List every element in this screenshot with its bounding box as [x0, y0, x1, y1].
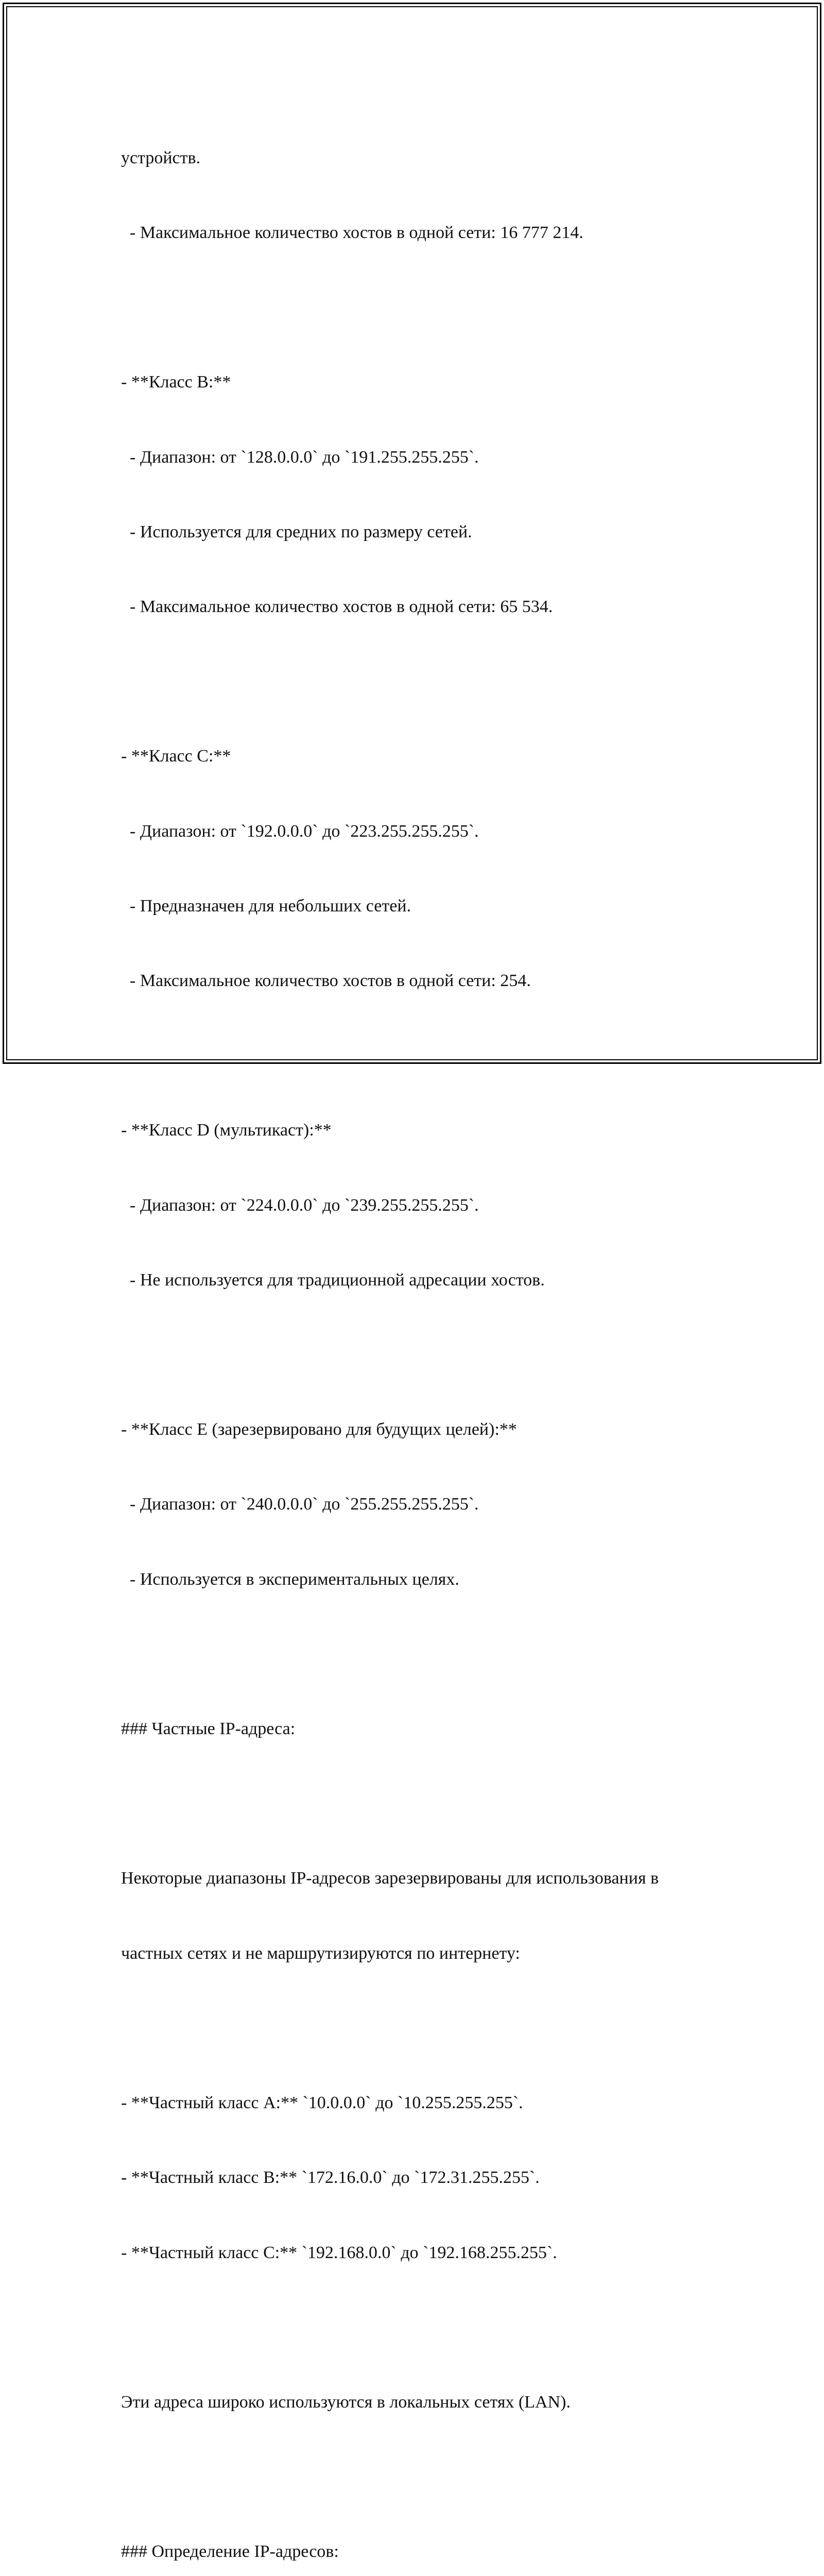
text-line: устройств.	[121, 148, 201, 167]
text-line: - Не используется для традиционной адресации хостов.	[121, 1270, 545, 1290]
text-line: - Предназначен для небольших сетей.	[121, 896, 411, 916]
text-line: - Диапазон: от `128.0.0.0` до `191.255.255.255`.	[121, 447, 479, 467]
paragraph-line: Некоторые диапазоны IP-адресов зарезервированы для использования в	[121, 1869, 659, 1888]
section-heading: ### Частные IP-адреса:	[121, 1719, 296, 1739]
paragraph-line: частных сетях и не маршрутизируются по интернету:	[121, 1943, 520, 1963]
text-line: - Максимальное количество хостов в одной сети: 16 777 214.	[121, 223, 583, 243]
section-heading: ### Определение IP-адресов:	[121, 2542, 339, 2562]
blank-line	[121, 295, 739, 320]
list-item: - **Частный класс C:** `192.168.0.0` до `192.168.255.255`.	[121, 2243, 557, 2262]
text-line: - Диапазон: от `192.0.0.0` до `223.255.255.255`.	[121, 821, 479, 841]
list-item-heading: - **Класс D (мультикаст):**	[121, 1121, 332, 1140]
list-item-heading: - **Класс E (зарезервировано для будущих целей):**	[121, 1420, 517, 1439]
text-line: - Используется для средних по размеру сетей.	[121, 522, 472, 541]
list-item: - **Частный класс B:** `172.16.0.0` до `172.31.255.255`.	[121, 2168, 540, 2188]
blank-line	[121, 2016, 739, 2041]
list-item-heading: - **Класс C:**	[121, 747, 231, 766]
text-line: - Максимальное количество хостов в одной сети: 65 534.	[121, 597, 553, 617]
text-line: - Используется в экспериментальных целях.	[121, 1569, 459, 1589]
list-item-heading: - **Класс B:**	[121, 372, 231, 392]
blank-line	[121, 1043, 739, 1068]
list-item: - **Частный класс A:** `10.0.0.0` до `10.255.255.255`.	[121, 2093, 523, 2113]
text-line: - Диапазон: от `224.0.0.0` до `239.255.255.255`.	[121, 1195, 479, 1215]
text-line: - Максимальное количество хостов в одной сети: 254.	[121, 971, 531, 991]
blank-line	[121, 669, 739, 694]
document-text	[121, 96, 739, 2576]
paragraph-line: Эти адреса широко используются в локальных сетях (LAN).	[121, 2392, 571, 2412]
blank-line	[121, 1791, 739, 1816]
blank-line	[121, 1642, 739, 1667]
blank-line	[121, 2465, 739, 2489]
blank-line	[121, 1343, 739, 1367]
text-line: - Диапазон: от `240.0.0.0` до `255.255.255.255`.	[121, 1495, 479, 1514]
blank-line	[121, 2315, 739, 2340]
